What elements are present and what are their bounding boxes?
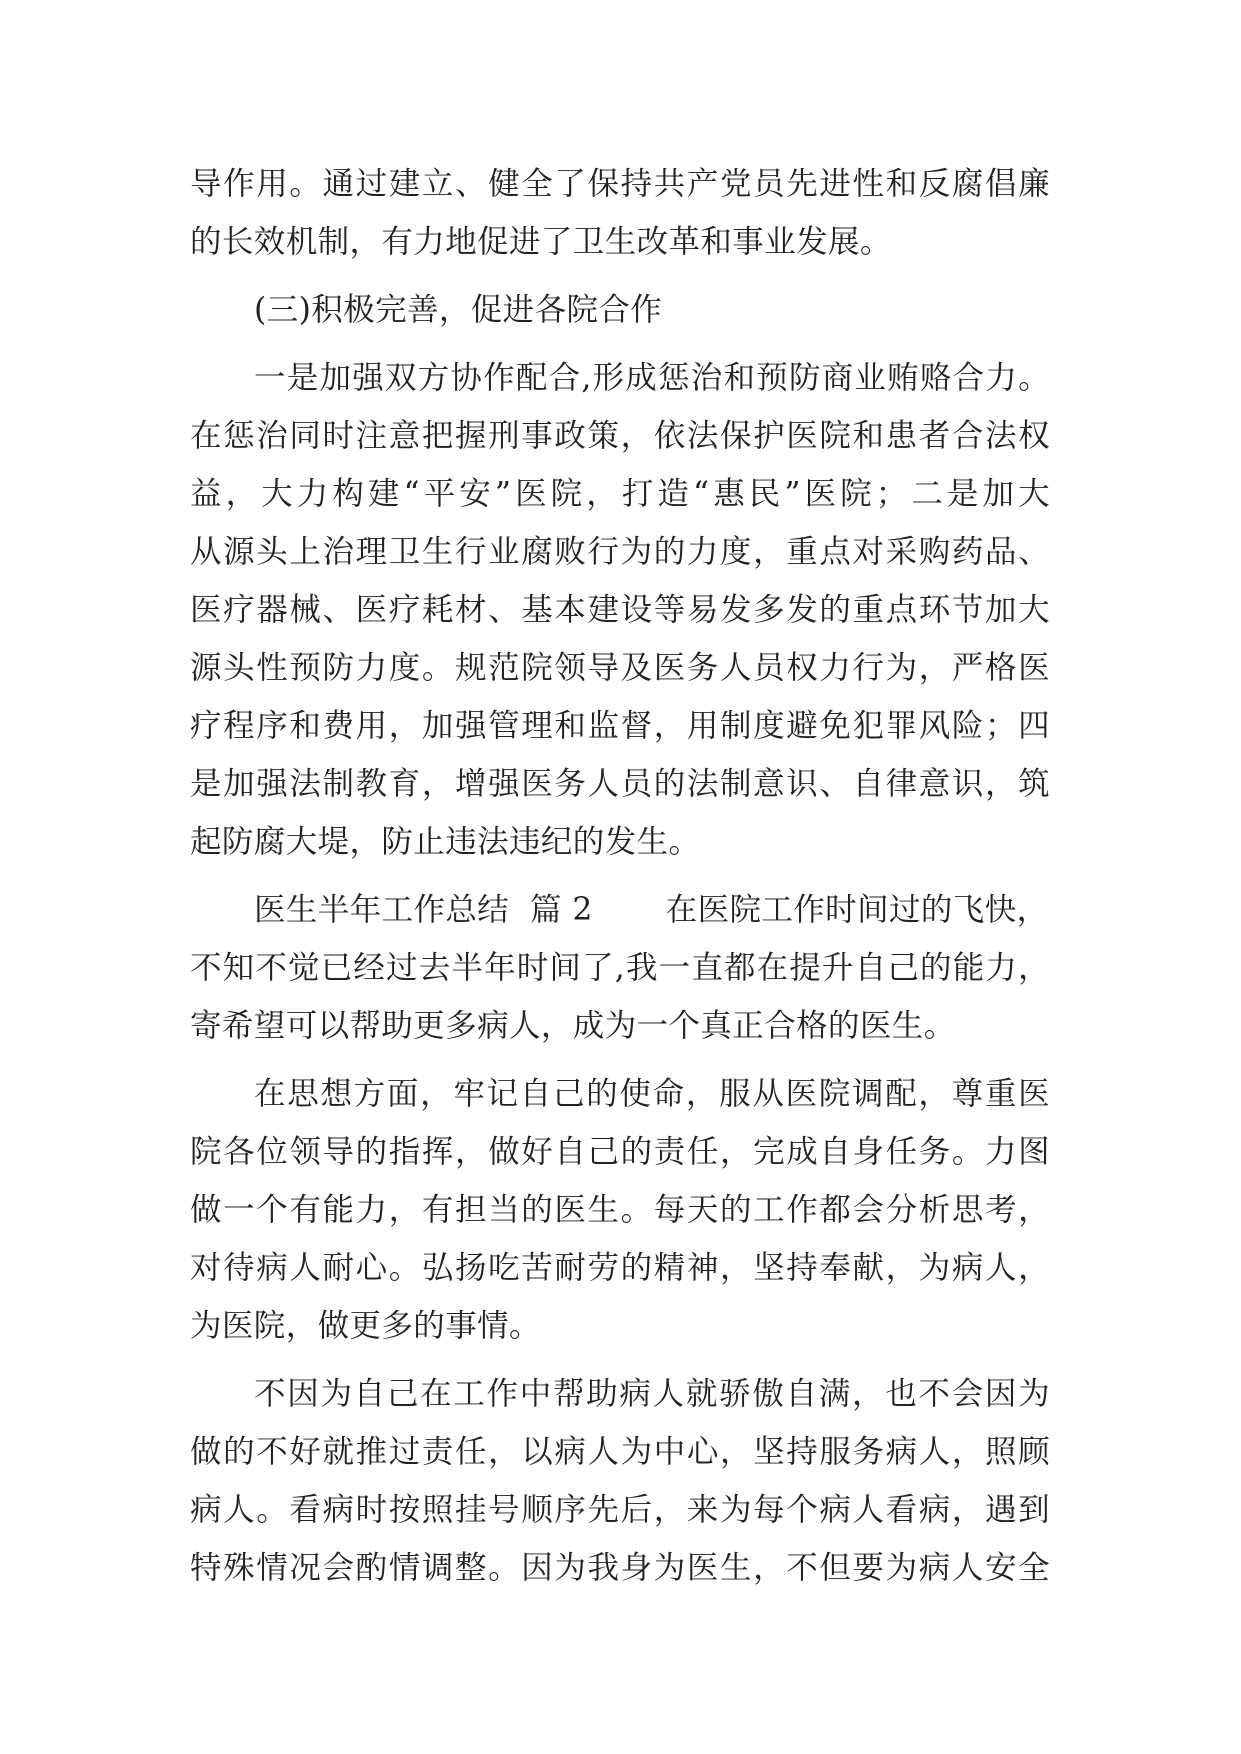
text-line: 做一个有能力，有担当的医生。每天的工作都会分析思考， (190, 1192, 1050, 1228)
text-line: 特殊情况会酌情调整。因为我身为医生，不但要为病人安全 (190, 1550, 1050, 1586)
text-line: 一是加强双方协作配合,形成惩治和预防商业贿赂合力。 (254, 360, 1050, 396)
text-line: 在思想方面，牢记自己的使命，服从医院调配，尊重医 (254, 1076, 1050, 1112)
text-line: 在惩治同时注意把握刑事政策，依法保护医院和患者合法权 (190, 418, 1050, 454)
text-line: 的长效机制，有力地促进了卫生改革和事业发展。 (190, 224, 892, 260)
text-line: 寄希望可以帮助更多病人，成为一个真正合格的医生。 (190, 1008, 956, 1044)
text-line: 是加强法制教育，增强医务人员的法制意识、自律意识，筑 (190, 766, 1050, 802)
text-line: 益，大力构建“平安”医院，打造“惠民”医院；二是加大 (190, 476, 1050, 512)
text-line: 源头性预防力度。规范院领导及医务人员权力行为，严格医 (190, 650, 1050, 686)
text-line: 医疗器械、医疗耗材、基本建设等易发多发的重点环节加大 (190, 592, 1050, 628)
text-line: 疗程序和费用，加强管理和监督，用制度避免犯罪风险；四 (190, 708, 1050, 744)
text-line: 对待病人耐心。弘扬吃苦耐劳的精神，坚持奉献，为病人， (190, 1250, 1050, 1286)
text-line: 从源头上治理卫生行业腐败行为的力度，重点对采购药品、 (190, 534, 1050, 570)
text-line: 不因为自己在工作中帮助病人就骄傲自满，也不会因为 (254, 1376, 1050, 1412)
section-heading: (三)积极完善，促进各院合作 (254, 292, 663, 328)
text-line: 院各位领导的指挥，做好自己的责任，完成自身任务。力图 (190, 1134, 1050, 1170)
document-body (190, 155, 1050, 1597)
article-title-line: 医生半年工作总结 篇 2 在医院工作时间过的飞快， (254, 892, 1049, 928)
text-line: 病人。看病时按照挂号顺序先后，来为每个病人看病，遇到 (190, 1492, 1050, 1528)
text-line: 不知不觉已经过去半年时间了,我一直都在提升自己的能力， (190, 950, 1050, 986)
text-line: 起防腐大堤，防止违法违纪的发生。 (190, 824, 701, 860)
text-line: 做的不好就推过责任，以病人为中心，坚持服务病人，照顾 (190, 1434, 1050, 1470)
text-line: 为医院，做更多的事情。 (190, 1308, 541, 1344)
text-line: 导作用。通过建立、健全了保持共产党员先进性和反腐倡廉 (190, 166, 1050, 202)
